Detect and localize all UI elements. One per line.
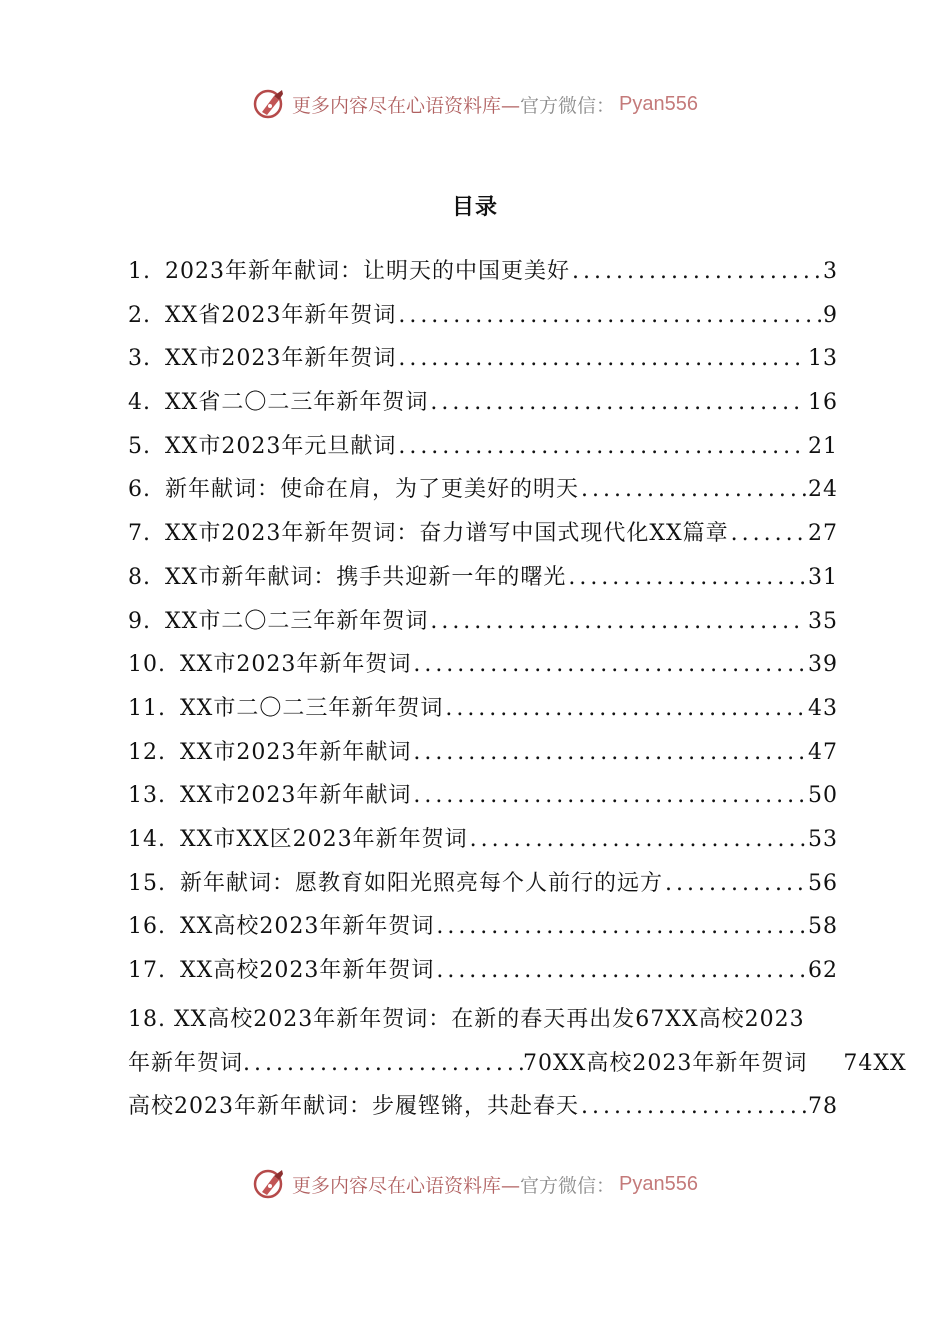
toc-page-number: 53 — [808, 826, 838, 852]
dot-leader — [470, 827, 806, 852]
toc-item[interactable] — [128, 298, 838, 342]
toc-page-number: 35 — [808, 608, 838, 634]
toc-item[interactable] — [128, 254, 838, 298]
toc-list — [128, 254, 838, 997]
dot-leader — [243, 1051, 523, 1076]
banner-slogan: 更多内容尽在心语资料库— — [292, 1174, 521, 1197]
banner-wechat-label: 官方微信： — [520, 94, 616, 117]
dot-leader — [436, 914, 806, 939]
toc-wrapped-line[interactable] — [128, 1046, 918, 1090]
dot-leader — [430, 609, 806, 634]
toc-item[interactable] — [128, 516, 838, 560]
banner-wechat-id: Pyan556 — [619, 92, 698, 115]
toc-page-number: 24 — [808, 477, 838, 503]
toc-item-title: XX省二〇二三年新年贺词 — [165, 390, 429, 416]
toc-item-title: XX市2023年新年贺词：奋力谱写中国式现代化XX篇章 — [165, 521, 729, 547]
dot-leader — [581, 477, 806, 502]
toc-item-title: XX市XX区2023年新年贺词 — [180, 826, 468, 852]
toc-item-title: XX市二〇二三年新年贺词 — [180, 695, 444, 721]
header-banner — [0, 84, 950, 124]
toc-wrapped-text: 18. XX高校2023年新年贺词：在新的春天再出发67XX高校2023 — [128, 1007, 805, 1032]
toc-item[interactable] — [128, 778, 838, 822]
toc-page-number: 31 — [808, 564, 838, 590]
toc-item-number: 15. — [128, 870, 166, 896]
toc-wrapped-entry — [128, 1002, 918, 1133]
toc-item-number: 5. — [128, 433, 151, 459]
toc-item-number: 1. — [128, 259, 151, 284]
toc-page-number: 56 — [808, 870, 838, 896]
toc-title: 目录 — [451, 195, 498, 220]
toc-item-number: 8. — [128, 564, 151, 590]
toc-page-number: 47 — [808, 739, 838, 765]
toc-item-number: 14. — [128, 826, 166, 852]
toc-page-number: 58 — [808, 914, 838, 940]
toc-page-number: 39 — [808, 652, 838, 678]
toc-item-title: XX市二〇二三年新年贺词 — [165, 608, 429, 634]
dot-leader — [430, 390, 806, 415]
footer-banner — [0, 1164, 950, 1204]
toc-wrapped-text: 年新年贺词 — [128, 1050, 244, 1076]
toc-item[interactable] — [128, 341, 838, 385]
toc-item-number: 4. — [128, 390, 151, 416]
toc-page-number: 27 — [808, 521, 838, 547]
dot-leader — [436, 958, 806, 983]
toc-item[interactable] — [128, 429, 838, 473]
dot-leader — [445, 696, 806, 721]
toc-item-title: 2023年新年献词：让明天的中国更美好 — [165, 259, 570, 284]
dot-leader — [398, 434, 806, 459]
toc-item-number: 13. — [128, 783, 166, 809]
toc-page-number: 43 — [808, 695, 838, 721]
toc-wrapped-line[interactable] — [128, 1002, 918, 1046]
toc-item[interactable] — [128, 604, 838, 648]
pen-nib-logo-icon — [252, 1166, 288, 1202]
toc-wrapped-text: 74XX — [843, 1050, 907, 1076]
dot-leader — [398, 303, 821, 328]
toc-item-title: 新年献词：愿教育如阳光照亮每个人前行的远方 — [180, 870, 664, 896]
toc-item-number: 17. — [128, 958, 166, 983]
dot-leader — [413, 652, 806, 677]
banner-wechat-id: Pyan556 — [619, 1172, 698, 1195]
dot-leader — [413, 783, 806, 808]
dot-leader — [413, 740, 806, 765]
toc-item-title: XX市新年献词：携手共迎新一年的曙光 — [165, 564, 567, 590]
toc-item-title: 新年献词：使命在肩，为了更美好的明天 — [165, 477, 580, 503]
toc-item[interactable] — [128, 472, 838, 516]
toc-item-number: 10. — [128, 652, 166, 678]
toc-item-number: 12. — [128, 739, 166, 765]
toc-page-number: 13 — [808, 346, 838, 372]
toc-item-title: XX市2023年新年献词 — [180, 739, 412, 765]
toc-item-number: 16. — [128, 914, 166, 940]
toc-item[interactable] — [128, 691, 838, 735]
toc-item-number: 11. — [128, 695, 166, 721]
toc-item-title: XX高校2023年新年贺词 — [180, 914, 435, 940]
toc-item[interactable] — [128, 866, 838, 910]
toc-item-title: XX高校2023年新年贺词 — [180, 958, 435, 983]
toc-page-number: 3 — [823, 259, 838, 284]
toc-page-number: 9 — [823, 302, 838, 328]
toc-item[interactable] — [128, 647, 838, 691]
dot-leader — [568, 565, 806, 590]
toc-item-title: XX市2023年新年贺词 — [165, 346, 397, 372]
toc-item[interactable] — [128, 822, 838, 866]
toc-item-number: 2. — [128, 302, 151, 328]
toc-item[interactable] — [128, 953, 838, 997]
toc-page-number: 62 — [808, 958, 838, 983]
toc-item[interactable] — [128, 560, 838, 604]
toc-item[interactable] — [128, 385, 838, 429]
dot-leader — [665, 871, 806, 896]
toc-item-title: XX市2023年新年献词 — [180, 783, 412, 809]
toc-item-number: 7. — [128, 521, 151, 547]
toc-item-title: XX市2023年元旦献词 — [165, 433, 397, 459]
banner-slogan: 更多内容尽在心语资料库— — [292, 94, 521, 117]
toc-item-title: XX省2023年新年贺词 — [165, 302, 397, 328]
dot-leader — [581, 1094, 806, 1119]
toc-wrapped-text: 70XX高校2023年新年贺词 — [523, 1050, 808, 1076]
toc-item-number: 6. — [128, 477, 151, 503]
toc-item[interactable] — [128, 735, 838, 779]
banner-wechat-label: 官方微信： — [520, 1174, 616, 1197]
toc-wrapped-text: 高校2023年新年献词：步履铿锵，共赴春天 — [128, 1094, 579, 1120]
toc-page-number: 16 — [808, 390, 838, 416]
toc-item-title: XX市2023年新年贺词 — [180, 652, 412, 678]
toc-item-number: 9. — [128, 608, 151, 634]
dot-leader — [731, 521, 806, 546]
toc-page-number: 21 — [808, 433, 838, 459]
dot-leader — [398, 346, 806, 371]
toc-item[interactable] — [128, 909, 838, 953]
toc-item-number: 3. — [128, 346, 151, 372]
dot-leader — [572, 259, 821, 284]
toc-wrapped-line[interactable] — [128, 1089, 838, 1133]
toc-page-number: 50 — [808, 783, 838, 809]
toc-page-number: 78 — [808, 1094, 838, 1120]
pen-nib-logo-icon — [252, 86, 288, 122]
